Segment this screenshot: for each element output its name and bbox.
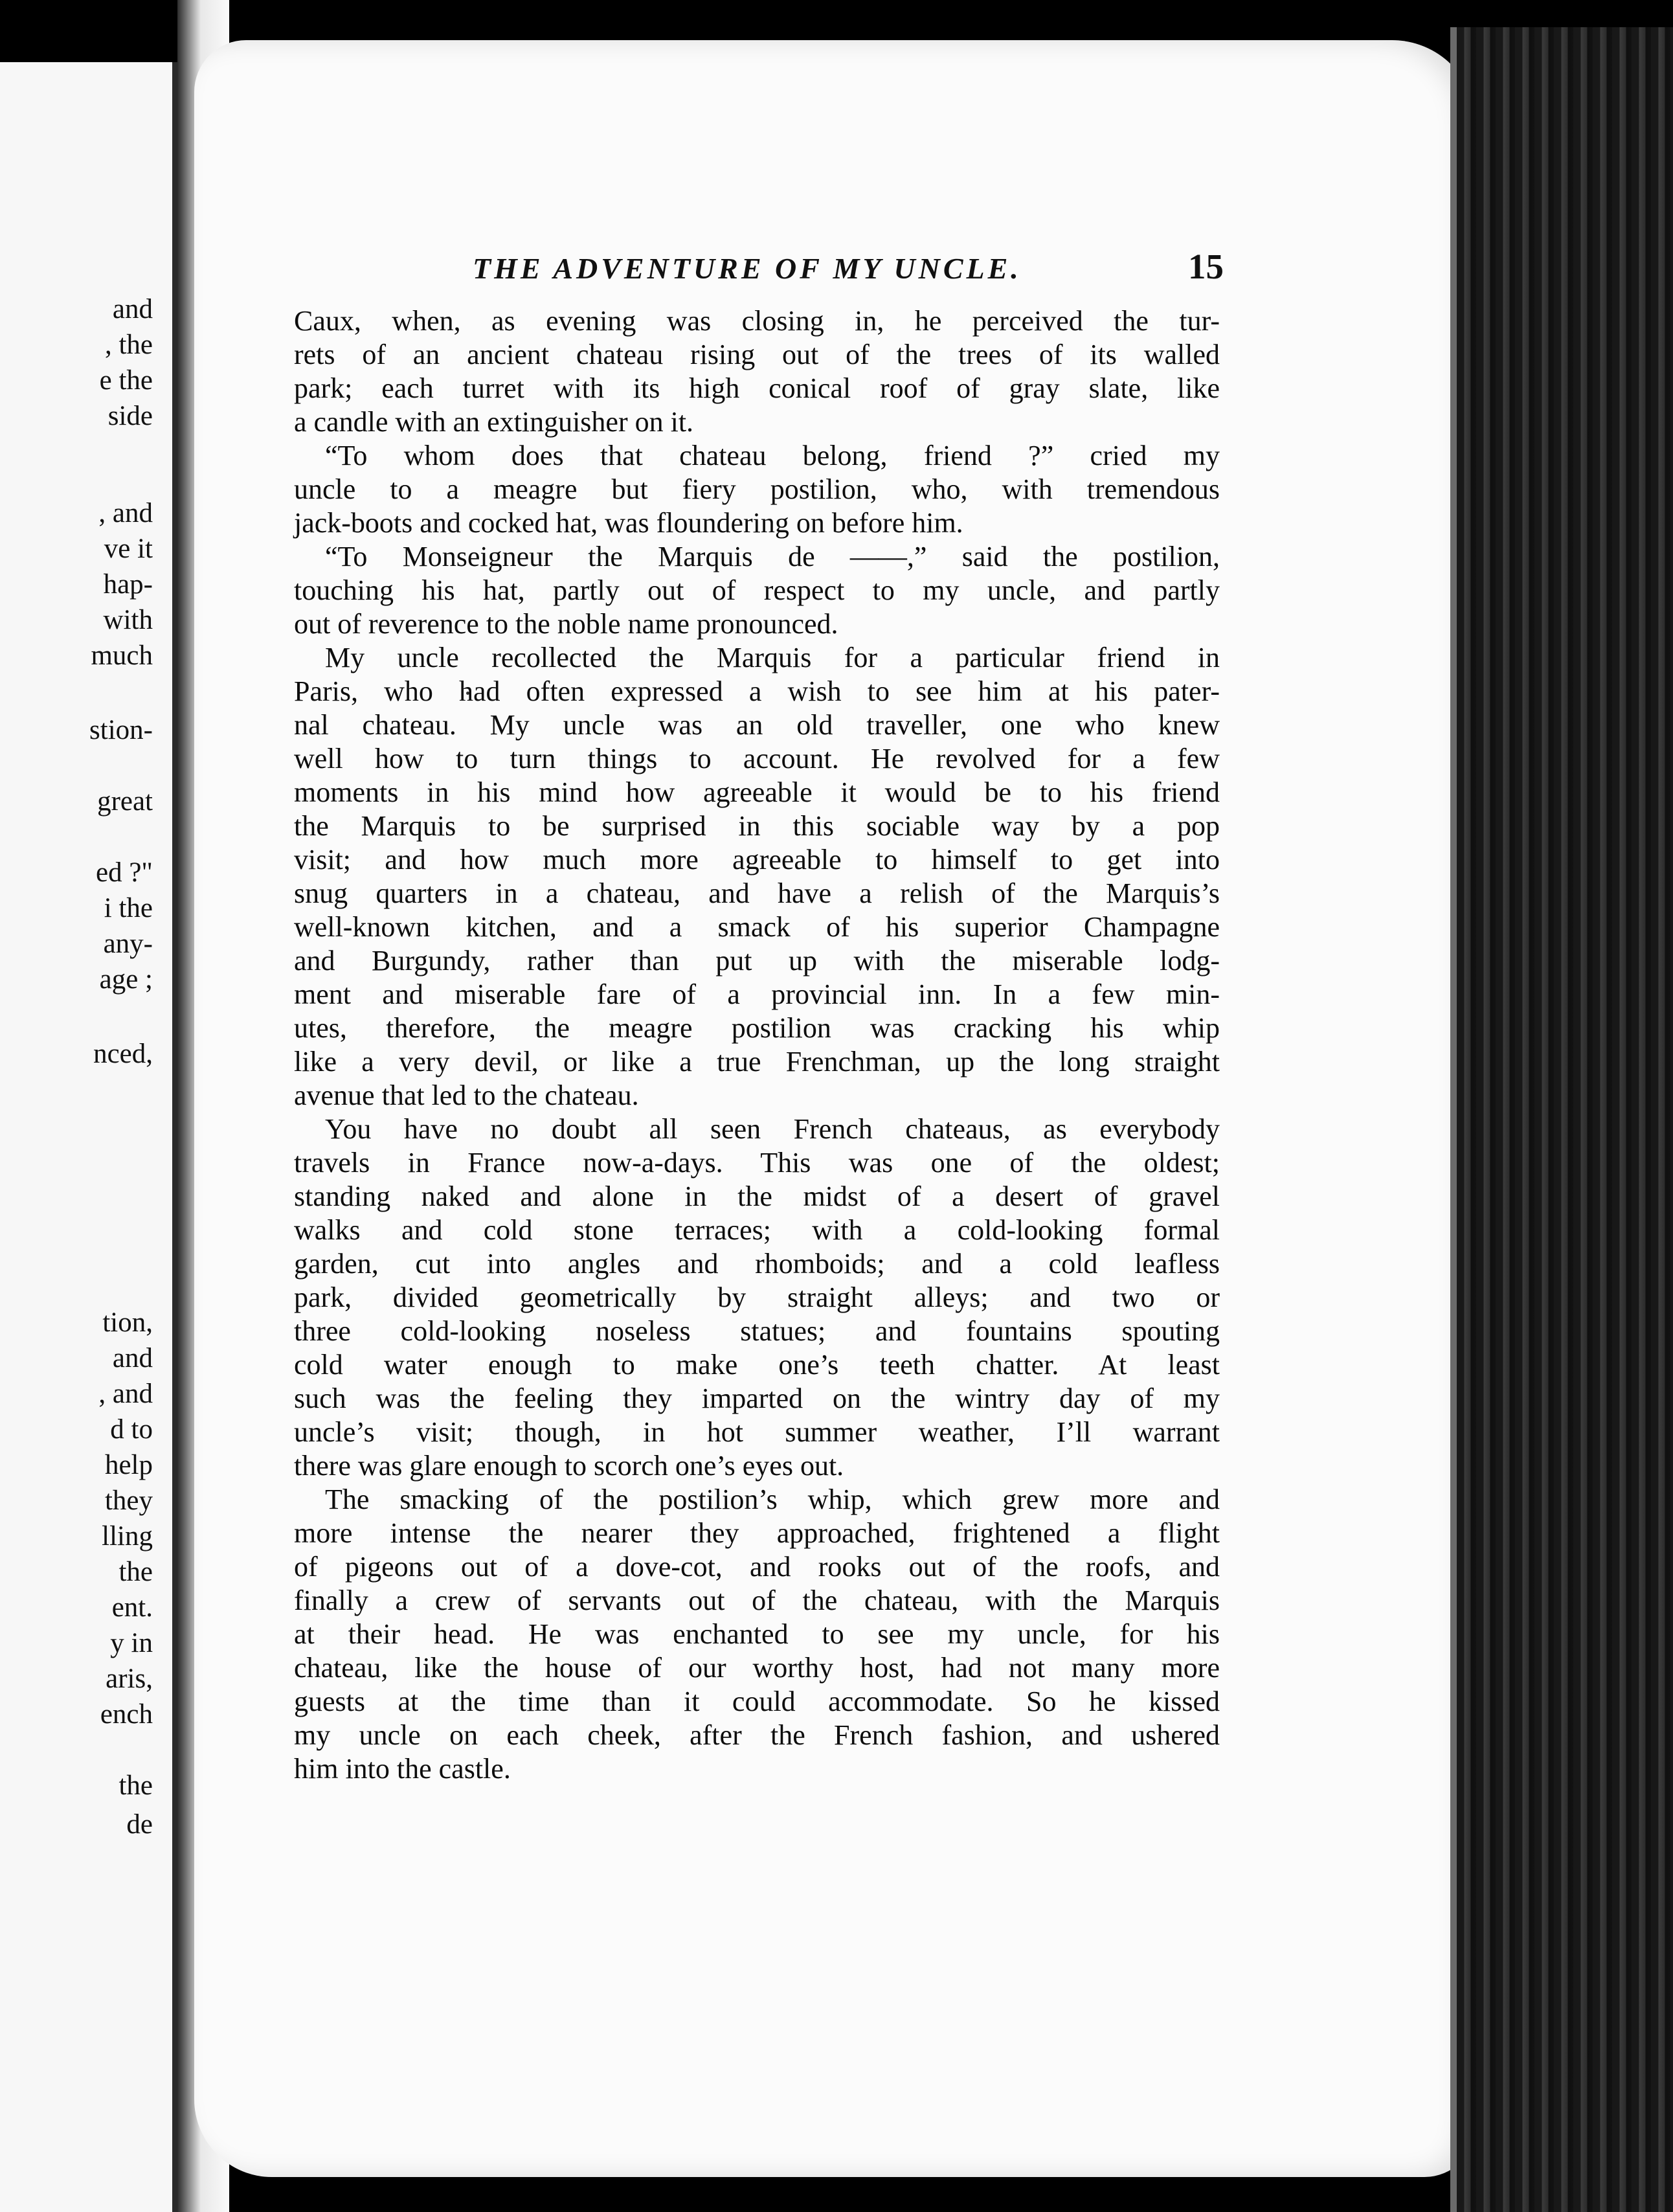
left-page-fragment: ench bbox=[100, 1699, 153, 1730]
text-line: You have no doubt all seen French chateaus, as everybody bbox=[325, 1113, 1220, 1145]
left-page-fragment: and bbox=[112, 294, 153, 324]
left-page-fragment: and bbox=[112, 1343, 153, 1373]
text-line: park; each turret with its high conical roof of gray slate, like bbox=[294, 372, 1220, 404]
text-line: My uncle recollected the Marquis for a particular friend in bbox=[325, 642, 1220, 673]
right-page-edges bbox=[1450, 27, 1673, 2212]
header-title: THE ADVENTURE OF MY UNCLE. bbox=[473, 252, 1022, 285]
left-page-fragment: de bbox=[126, 1809, 153, 1840]
page-body-text bbox=[294, 304, 1220, 1786]
text-line: walks and cold stone terraces; with a cold-looking formal bbox=[294, 1214, 1220, 1246]
text-line: finally a crew of servants out of the chateau, with the Marquis bbox=[294, 1585, 1220, 1616]
running-header bbox=[473, 246, 1224, 291]
text-line: my uncle on each cheek, after the French fashion, and ushered bbox=[294, 1719, 1220, 1751]
left-page-fragment: any- bbox=[103, 929, 153, 959]
text-line: more intense the nearer they approached, frightened a flight bbox=[294, 1517, 1220, 1549]
left-page-fragment: great bbox=[97, 786, 153, 817]
text-line: the Marquis to be surprised in this sociable way by a pop bbox=[294, 810, 1220, 842]
left-page-fragment: lling bbox=[102, 1521, 153, 1552]
text-line: chateau, like the house of our worthy host, had not many more bbox=[294, 1652, 1220, 1684]
text-line: a candle with an extinguisher on it. bbox=[294, 406, 694, 438]
text-line: jack-boots and cocked hat, was floundering on before him. bbox=[294, 507, 963, 539]
left-page-fragment: i the bbox=[104, 893, 153, 923]
left-page-fragment: they bbox=[104, 1485, 153, 1516]
text-line: touching his hat, partly out of respect to my uncle, and partly bbox=[294, 574, 1220, 606]
text-line: at their head. He was enchanted to see my uncle, for his bbox=[294, 1618, 1220, 1650]
left-page-fragment: much bbox=[91, 640, 153, 671]
text-line: visit; and how much more agreeable to himself to get into bbox=[294, 844, 1220, 875]
left-page-fragment: ent. bbox=[111, 1592, 153, 1623]
text-line: standing naked and alone in the midst of a desert of gravel bbox=[294, 1180, 1220, 1212]
text-line: like a very devil, or like a true Frenchman, up the long straight bbox=[294, 1046, 1220, 1078]
text-line: “To Monseigneur the Marquis de ——,” said the postilion, bbox=[325, 541, 1220, 572]
text-line: out of reverence to the noble name pronounced. bbox=[294, 608, 838, 640]
left-facing-page bbox=[0, 62, 177, 2212]
text-line: there was glare enough to scorch one’s eyes out. bbox=[294, 1450, 844, 1482]
text-line: avenue that led to the chateau. bbox=[294, 1079, 639, 1111]
left-page-fragment: nced, bbox=[93, 1039, 153, 1069]
text-line: The smacking of the postilion’s whip, which grew more and bbox=[325, 1484, 1220, 1515]
text-line: cold water enough to make one’s teeth chatter. At least bbox=[294, 1349, 1220, 1381]
left-page-fragment: , and bbox=[98, 1379, 153, 1409]
left-page-fragment: age ; bbox=[99, 964, 153, 995]
text-line: uncle to a meagre but fiery postilion, who, with tremendous bbox=[294, 473, 1220, 505]
left-page-fragment: tion, bbox=[102, 1307, 153, 1338]
left-page-fragment: d to bbox=[110, 1414, 153, 1445]
left-page-fragment: hap- bbox=[103, 569, 153, 600]
text-line: guests at the time than it could accommodate. So he kissed bbox=[294, 1686, 1220, 1717]
text-line: of pigeons out of a dove-cot, and rooks out of the roofs, and bbox=[294, 1551, 1220, 1583]
text-line: well how to turn things to account. He revolved for a few bbox=[294, 743, 1220, 774]
left-page-fragment: stion- bbox=[89, 715, 153, 745]
text-line: travels in France now-a-days. This was one of the oldest; bbox=[294, 1147, 1220, 1179]
text-line: moments in his mind how agreeable it would be to his friend bbox=[294, 776, 1220, 808]
left-page-fragment: the bbox=[118, 1557, 153, 1587]
text-line: uncle’s visit; though, in hot summer weather, I’ll warrant bbox=[294, 1416, 1220, 1448]
text-line: park, divided geometrically by straight alleys; and two or bbox=[294, 1281, 1220, 1313]
text-line: Paris, who had often expressed a wish to see him at his pater- bbox=[294, 675, 1220, 707]
left-page-fragment: help bbox=[104, 1450, 153, 1480]
text-line: ment and miserable fare of a provincial inn. In a few min- bbox=[294, 978, 1220, 1010]
left-page-fragment: ve it bbox=[104, 534, 153, 564]
text-line: “To whom does that chateau belong, friend ?” cried my bbox=[325, 440, 1220, 471]
left-page-fragment: the bbox=[118, 1770, 153, 1801]
text-line: nal chateau. My uncle was an old traveller, one who knew bbox=[294, 709, 1220, 741]
text-line: three cold-looking noseless statues; and fountains spouting bbox=[294, 1315, 1220, 1347]
text-line: snug quarters in a chateau, and have a relish of the Marquis’s bbox=[294, 877, 1220, 909]
left-page-fragment: y in bbox=[110, 1628, 153, 1658]
text-line: garden, cut into angles and rhomboids; and a cold leafless bbox=[294, 1248, 1220, 1280]
page-number: 15 bbox=[1188, 247, 1224, 286]
left-page-fragment: with bbox=[103, 605, 153, 635]
text-line: rets of an ancient chateau rising out of the trees of its walled bbox=[294, 339, 1220, 370]
text-line: such was the feeling they imparted on the wintry day of my bbox=[294, 1382, 1220, 1414]
text-line: well-known kitchen, and a smack of his superior Champagne bbox=[294, 911, 1220, 943]
text-line: him into the castle. bbox=[294, 1753, 511, 1785]
left-page-fragment: , and bbox=[98, 498, 153, 528]
left-page-fragment: side bbox=[107, 401, 153, 431]
text-line: and Burgundy, rather than put up with the miserable lodg- bbox=[294, 945, 1220, 976]
left-page-fragment: ed ?" bbox=[96, 857, 153, 888]
left-page-fragment: aris, bbox=[106, 1664, 153, 1694]
left-page-fragment: e the bbox=[99, 365, 153, 396]
left-page-fragment: , the bbox=[104, 330, 153, 360]
text-line: utes, therefore, the meagre postilion was cracking his whip bbox=[294, 1012, 1220, 1044]
text-line: Caux, when, as evening was closing in, he perceived the tur- bbox=[294, 305, 1220, 337]
